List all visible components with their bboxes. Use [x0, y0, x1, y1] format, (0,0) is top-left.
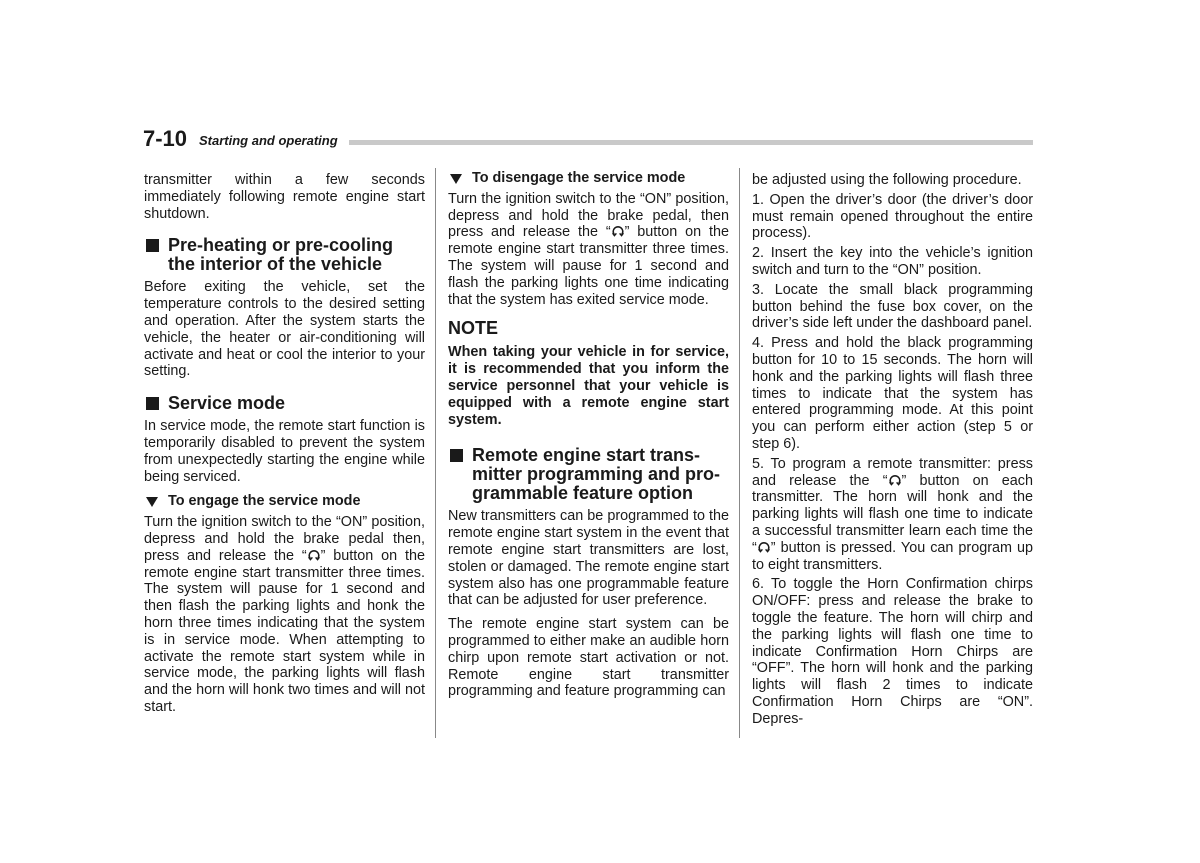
programming-paragraph-1: New transmitters can be programmed to the remote engine start system in the event that remote engine start transmitters are lost, stolen or damaged. The remote engine start system also has one programmable feature that can be adjusted for user preference. — [448, 508, 729, 609]
intro-paragraph: transmitter within a few seconds immediately following remote engine start shutdown. — [144, 172, 425, 222]
section-square-icon — [146, 397, 159, 410]
note-title: NOTE — [448, 318, 499, 339]
heading-disengage: To disengage the service mode — [448, 170, 729, 187]
column-1 — [144, 172, 425, 717]
heading-engage: To engage the service mode — [144, 493, 425, 510]
programming-paragraph-2: The remote engine start system can be programmed to either make an audible horn chirp upon remote start activation or not. Remote engine start transmitter programming and feature programming can — [448, 616, 729, 700]
list-item: 4. Press and hold the black programming button for 10 to 15 seconds. The horn will honk and the parking lights will flash three times to indicate that the system has entered programming mode. At this point you can perform either action (step 5 or step 6). — [752, 335, 1033, 452]
list-item: 5. To program a remote transmitter: press and release the “ ” button on each transmitter. The horn will honk and the parking lights will flash one time to indicate a successful transmitter learn each time the “ ” button is pressed. You can program up to eight transmitters. — [752, 455, 1033, 573]
remote-start-button-icon — [307, 549, 321, 562]
list-item: 6. To toggle the Horn Confirmation chirps ON/OFF: press and release the brake to toggle the feature. The horn will chirp and the parking lights will flash one time to indicate Confirmation Horn Chirps are “OFF”. The horn will honk and the parking lights will flash 2 times to indicate Confirmation Horn Chirps are “ON”. Depres- — [752, 576, 1033, 727]
section-title: Starting and operating — [199, 133, 338, 148]
service-paragraph: In service mode, the remote start function is temporarily disabled to prevent the system from unexpectedly starting the engine while being serviced. — [144, 418, 425, 485]
remote-start-button-icon — [757, 541, 771, 554]
page-header — [143, 126, 1033, 150]
list-item: 2. Insert the key into the vehicle’s ignition switch and turn to the “ON” position. — [752, 245, 1033, 278]
continued-paragraph: be adjusted using the following procedure. — [752, 172, 1022, 188]
preheat-paragraph: Before exiting the vehicle, set the temperature controls to the desired setting and operation. After the system starts the vehicle, the heater or air-conditioning will activate and heat or cool the interior to your setting. — [144, 279, 425, 380]
remote-start-button-icon — [611, 225, 625, 238]
column-divider — [739, 168, 740, 738]
heading-service-mode: Service mode — [144, 394, 425, 413]
column-2 — [448, 172, 729, 701]
heading-preheat: Pre-heating or pre-cooling the interior of the vehicle — [144, 236, 425, 274]
note-paragraph: When taking your vehicle in for service, it is recommended that you inform the service personnel that your vehicle is equipped with a remote engine start system. — [448, 344, 729, 428]
procedure-list — [752, 192, 1033, 728]
triangle-bullet-icon — [146, 497, 158, 507]
page-number: 7-10 — [143, 126, 188, 151]
engage-paragraph: Turn the ignition switch to the “ON” position, depress and hold the brake pedal then, press and release the “ ” button on the remote engine start transmitter three times. The system will pause for 1 second and then flash the parking lights and honk the horn three times indicating that the system is in service mode. When attempting to activate the remote start system while in service mode, the parking lights will flash and the horn will honk two times and will not start. — [144, 514, 425, 715]
remote-start-button-icon — [888, 474, 902, 487]
section-square-icon — [450, 449, 463, 462]
disengage-paragraph: Turn the ignition switch to the “ON” position, depress and hold the brake pedal, then press and release the “ ” button on the remote engine start transmitter three times. The system will pause for 1 second and flash the parking lights one time indicating that the system has exited service mode. — [448, 190, 729, 308]
heading-programming: Remote engine start trans- mitter programming and pro- grammable feature option — [448, 446, 729, 503]
column-divider — [435, 168, 436, 738]
column-3 — [752, 172, 1033, 731]
list-item: 3. Locate the small black programming button behind the fuse box cover, on the driver’s side left under the dashboard panel. — [752, 281, 1033, 332]
triangle-bullet-icon — [450, 174, 462, 184]
section-square-icon — [146, 239, 159, 252]
list-item: 1. Open the driver’s door (the driver’s door must remain opened throughout the entire process). — [752, 191, 1033, 242]
